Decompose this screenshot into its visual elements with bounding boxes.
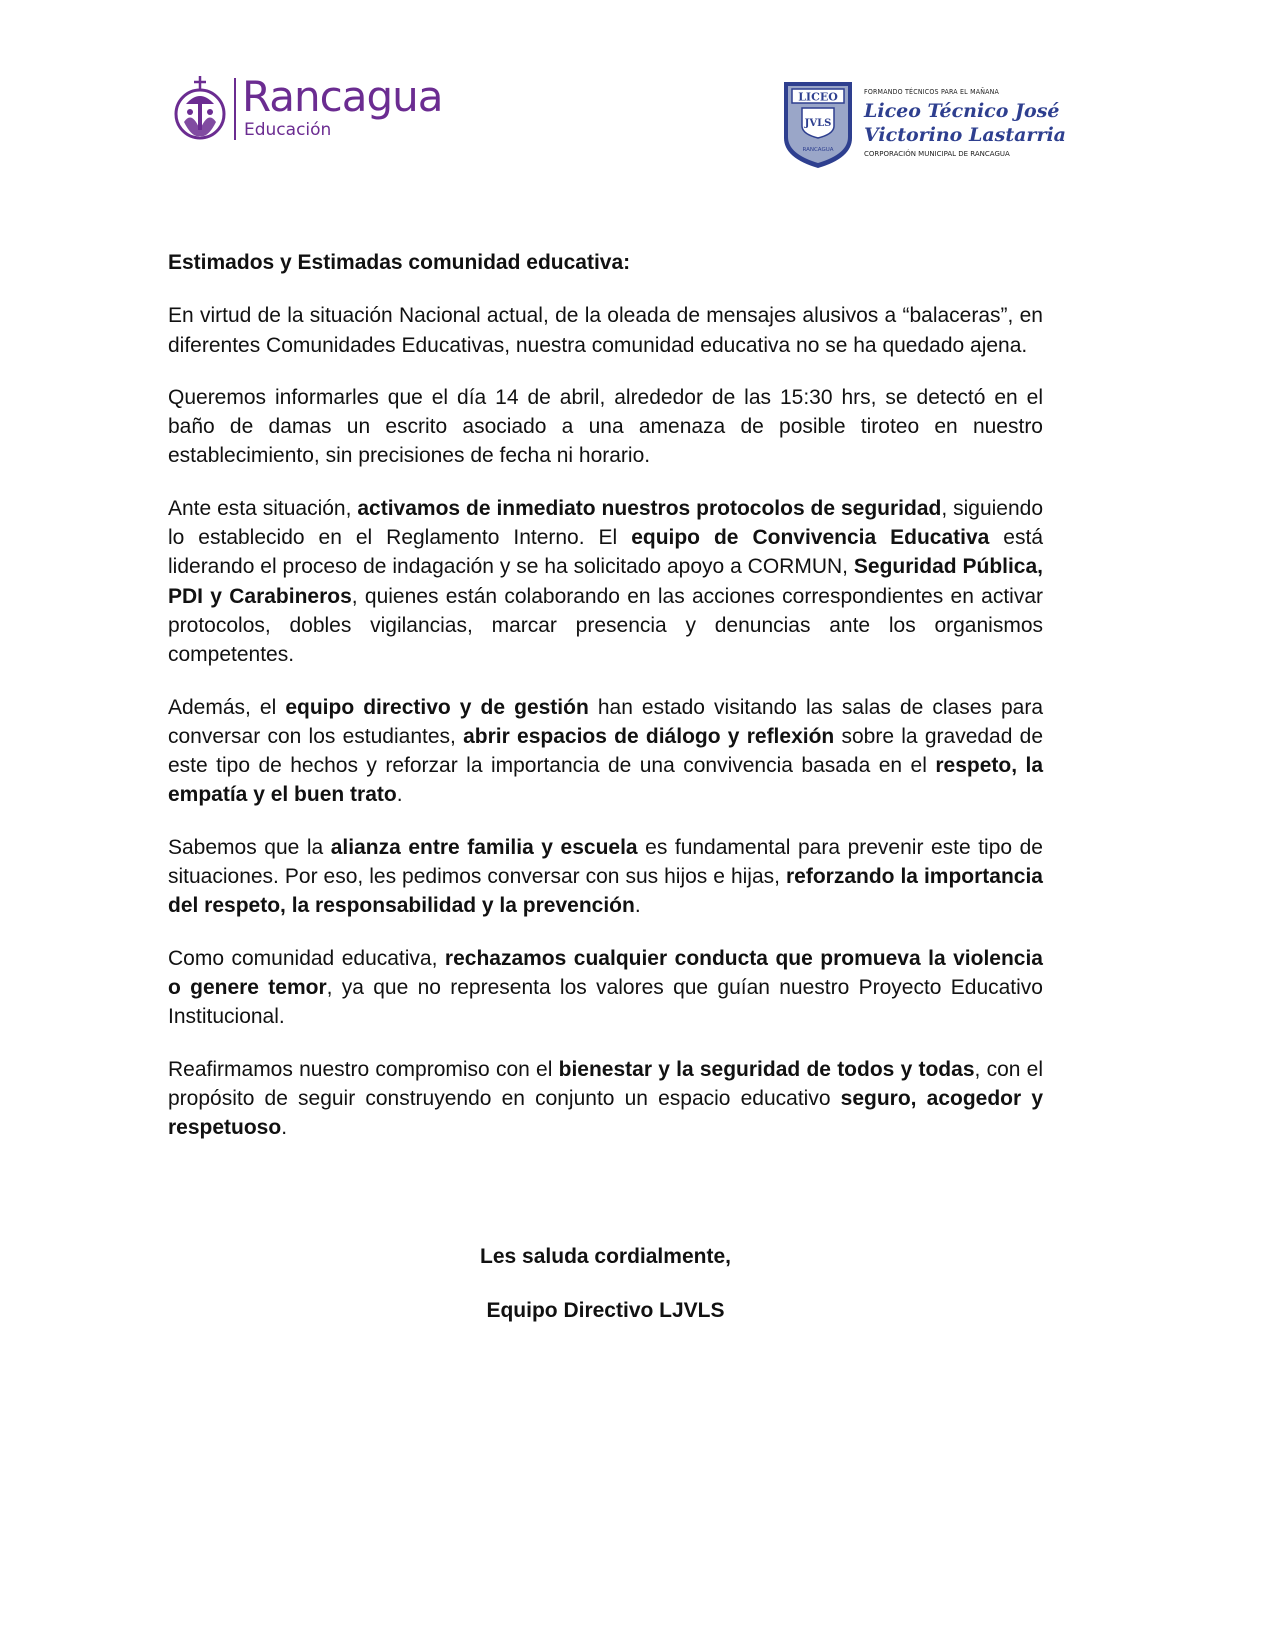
text-run: Como comunidad educativa, <box>168 946 445 970</box>
letter-body <box>168 248 1043 1165</box>
text-run: Ante esta situación, <box>168 496 358 520</box>
educacion-subtitle: Educación <box>244 120 332 140</box>
text-run: , ya que no representa los valores que guían nuestro Proyecto Educativo Institucional. <box>168 975 1043 1029</box>
bold-text-run: Seguridad Pública, PDI y Carabineros <box>168 555 1044 608</box>
liceo-name-line2: Victorino Lastarria <box>864 124 1066 146</box>
letter-paragraph <box>168 693 1043 810</box>
closing-salutation: Les saluda cordialmente, <box>480 1245 731 1268</box>
letter-paragraphs <box>168 301 1043 1142</box>
text-run: . <box>634 894 641 918</box>
text-run: . <box>396 783 403 807</box>
bold-text-run: abrir espacios de diálogo y reflexión <box>463 724 835 748</box>
text-run: . <box>281 1116 288 1140</box>
text-run: sobre la gravedad de este tipo de hechos y reforzar la importancia de una convivencia basada en el <box>168 724 1044 778</box>
shield-bottom-text: RANCAGUA <box>802 147 834 153</box>
text-run: han estado visitando las salas de clases para conversar con los estudiantes, <box>168 695 1043 748</box>
text-run: En virtud de la situación Nacional actual, de la oleada de mensajes alusivos a “balaceras”, en diferentes Comunidades Educativas, nuestra comunidad educativa no se ha quedado ajena. <box>168 304 1043 357</box>
bold-text-run: equipo directivo y de gestión <box>285 695 589 719</box>
bold-text-run: respeto, la empatía y el buen trato <box>168 754 1043 807</box>
liceo-tagline: FORMANDO TÉCNICOS PARA EL MAÑANA <box>864 88 1000 96</box>
bold-text-run: activamos de inmediato nuestros protocolos de seguridad <box>357 496 942 520</box>
text-run: , con el propósito de seguir construyendo en conjunto un espacio educativo <box>168 1057 1043 1110</box>
shield-top-text: LICEO <box>798 90 838 104</box>
letter-paragraph <box>168 383 1043 471</box>
logo-divider <box>234 78 236 140</box>
text-run: Además, el <box>168 695 286 719</box>
letter-paragraph <box>168 301 1043 360</box>
shield-mid-text: JVLS <box>804 118 832 129</box>
text-run: Sabemos que la <box>168 835 331 859</box>
text-run: , siguiendo lo establecido en el Reglamento Interno. El <box>168 496 1044 550</box>
text-run: Queremos informarles que el día 14 de abril, alrededor de las 15:30 hrs, se detectó en el baño de damas un escrito asociado a una amenaza de posible tiroteo en nuestro establecimiento, sin precisiones de fecha ni horario. <box>168 385 1043 468</box>
bold-text-run: bienestar y la seguridad de todos y todas <box>558 1057 975 1081</box>
signature: Equipo Directivo LJVLS <box>486 1299 725 1322</box>
letter-paragraph <box>168 494 1043 670</box>
liceo-name-line1: Liceo Técnico José <box>864 100 1060 122</box>
text-run: , quienes están colaborando en las acciones correspondientes en activar protocolos, dobles vigilancias, marcar presencia y denuncias ante los organismos competentes. <box>168 584 1043 667</box>
liceo-jvls-logo <box>782 80 1066 172</box>
bold-text-run: rechazamos cualquier conducta que promueva la violencia o genere temor <box>168 946 1043 999</box>
letter-greeting: Estimados y Estimadas comunidad educativa: <box>168 251 631 274</box>
text-run: Reafirmamos nuestro compromiso con el <box>168 1057 559 1081</box>
text-run: es fundamental para prevenir este tipo de situaciones. Por eso, les pedimos conversar con sus hijos e hijas, <box>168 835 1043 889</box>
bold-text-run: seguro, acogedor y respetuoso <box>168 1086 1043 1140</box>
rancagua-educacion-logo <box>172 70 443 150</box>
letter-closing-block <box>168 1242 1043 1325</box>
letter-paragraph <box>168 1055 1043 1143</box>
text-run: está liderando el proceso de indagación y se ha solicitado apoyo a CORMUN, <box>168 526 1044 579</box>
bold-text-run: alianza entre familia y escuela <box>330 835 638 859</box>
liceo-corporation: CORPORACIÓN MUNICIPAL DE RANCAGUA <box>864 150 1010 158</box>
rancagua-wordmark: Rancagua <box>242 72 443 121</box>
letter-paragraph <box>168 944 1043 1032</box>
rancagua-emblem-icon <box>172 70 228 146</box>
bold-text-run: equipo de Convivencia Educativa <box>631 526 990 550</box>
bold-text-run: reforzando la importancia del respeto, la responsabilidad y la prevención <box>168 865 1043 918</box>
liceo-shield-icon <box>782 80 854 170</box>
letter-paragraph <box>168 833 1043 921</box>
